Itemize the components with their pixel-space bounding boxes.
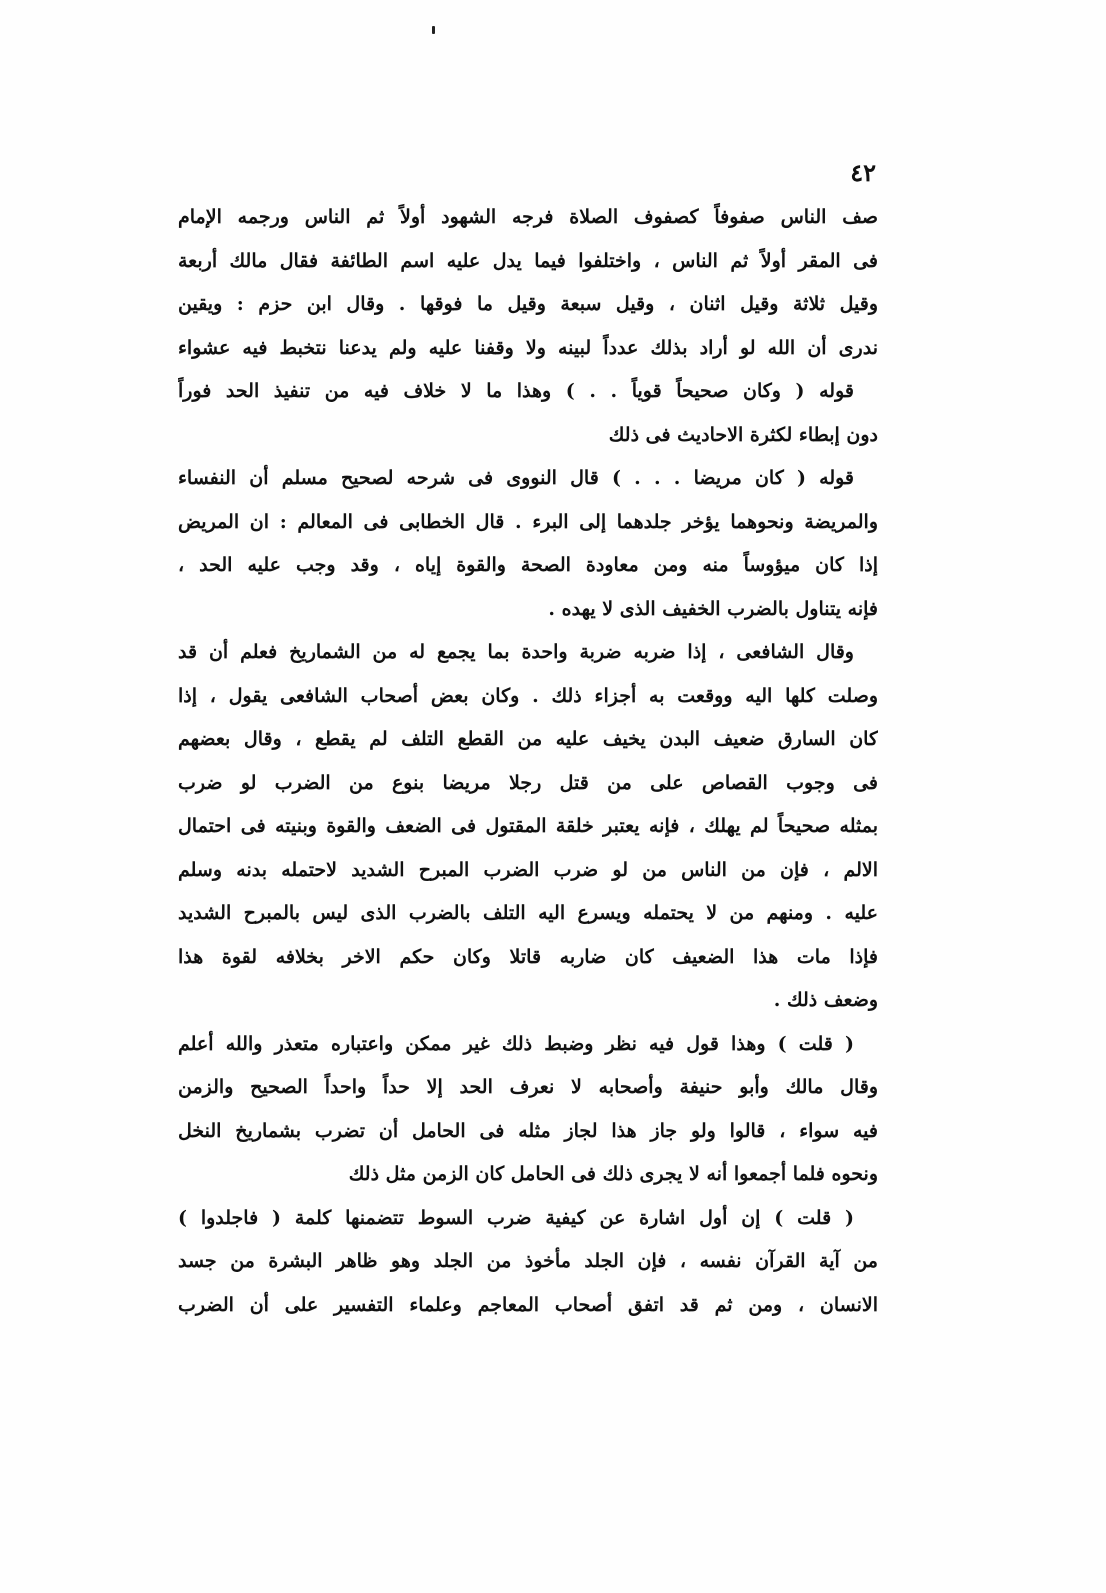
text-line: والمريضة ونحوهما يؤخر جلدهما إلى البرء . قال الخطابى فى المعالم : ان المريض (178, 510, 878, 533)
text-line: وصلت كلها اليه ووقعت به أجزاء ذلك . وكان بعض أصحاب الشافعى يقول ، إذا (178, 684, 878, 707)
page-number: ٤٢ (850, 158, 876, 187)
text-line: صف الناس صفوفاً كصفوف الصلاة فرجه الشهود أولاً ثم الناس ورجمه الإمام (178, 206, 878, 228)
text-line: فى وجوب القصاص على من قتل رجلا مريضا بنوع من الضرب لو ضرب (178, 771, 878, 794)
text-line: وقيل ثلاثة وقيل اثنان ، وقيل سبعة وقيل ما فوقها . وقال ابن حزم : ويقين (178, 293, 878, 315)
text-line: الالم ، فإن من الناس من لو ضرب الضرب المبرح الشديد لاحتمله بدنه وسلم (178, 858, 878, 881)
text-line: ( قلت ) وهذا قول فيه نظر وضبط ذلك غير ممكن واعتباره متعذر والله أعلم (178, 1032, 854, 1055)
text-line: قوله ( كان مريضا . . . ) قال النووى فى شرحه لصحيح مسلم أن النفساء (178, 467, 854, 489)
text-line: فإذا مات هذا الضعيف كان ضاربه قاتلا وكان حكم الاخر بخلافه لقوة هذا (178, 945, 878, 968)
text-line: بمثله صحيحاً لم يهلك ، فإنه يعتبر خلقة المقتول فى الضعف والقوة وبنيته فى احتمال (178, 815, 878, 837)
ink-speck (432, 26, 435, 34)
text-line: فإنه يتناول بالضرب الخفيف الذى لا يهده . (548, 597, 878, 620)
text-line: فى المقر أولاً ثم الناس ، واختلفوا فيما يدل عليه اسم الطائفة فقال مالك أربعة (178, 249, 878, 272)
text-line: الانسان ، ومن ثم قد اتفق أصحاب المعاجم وعلماء التفسير على أن الضرب (178, 1293, 878, 1316)
text-line: وقال مالك وأبو حنيفة وأصحابه لا نعرف الحد إلا حداً واحداً الصحيح والزمن (178, 1076, 878, 1098)
text-line: عليه . ومنهم من لا يحتمله ويسرع اليه التلف بالضرب الذى ليس بالمبرح الشديد (178, 902, 878, 924)
text-body (178, 196, 878, 1327)
text-line: فيه سواء ، قالوا ولو جاز هذا لجاز مثله فى الحامل أن تضرب بشماريخ النخل (178, 1119, 878, 1142)
text-line: ( قلت ) إن أول اشارة عن كيفية ضرب السوط تتضمنها كلمة ( فاجلدوا ) (178, 1206, 854, 1229)
text-line: ندرى أن الله لو أراد بذلك عدداً لبينه ولا وقفنا عليه ولم يدعنا نتخبط فيه عشواء (178, 336, 878, 359)
text-line: دون إبطاء لكثرة الاحاديث فى ذلك (608, 423, 878, 446)
text-line: قوله ( وكان صحيحاً قوياً . . ) وهذا ما لا خلاف فيه من تنفيذ الحد فوراً (178, 380, 854, 402)
text-line: من آية القرآن نفسه ، فإن الجلد مأخوذ من الجلد وهو ظاهر البشرة من جسد (178, 1250, 878, 1272)
text-line: ونحوه فلما أجمعوا أنه لا يجرى ذلك فى الحامل كان الزمن مثل ذلك (348, 1163, 878, 1185)
text-line: وضعف ذلك . (773, 989, 878, 1011)
text-line: إذا كان ميؤوساً منه ومن معاودة الصحة والقوة إياه ، وقد وجب عليه الحد ، (178, 554, 878, 576)
text-line: وقال الشافعى ، إذا ضربه ضربة واحدة بما يجمع له من الشماريخ فعلم أن قد (178, 641, 854, 663)
text-line: كان السارق ضعيف البدن يخيف عليه من القطع التلف لم يقطع ، وقال بعضهم (178, 728, 878, 750)
